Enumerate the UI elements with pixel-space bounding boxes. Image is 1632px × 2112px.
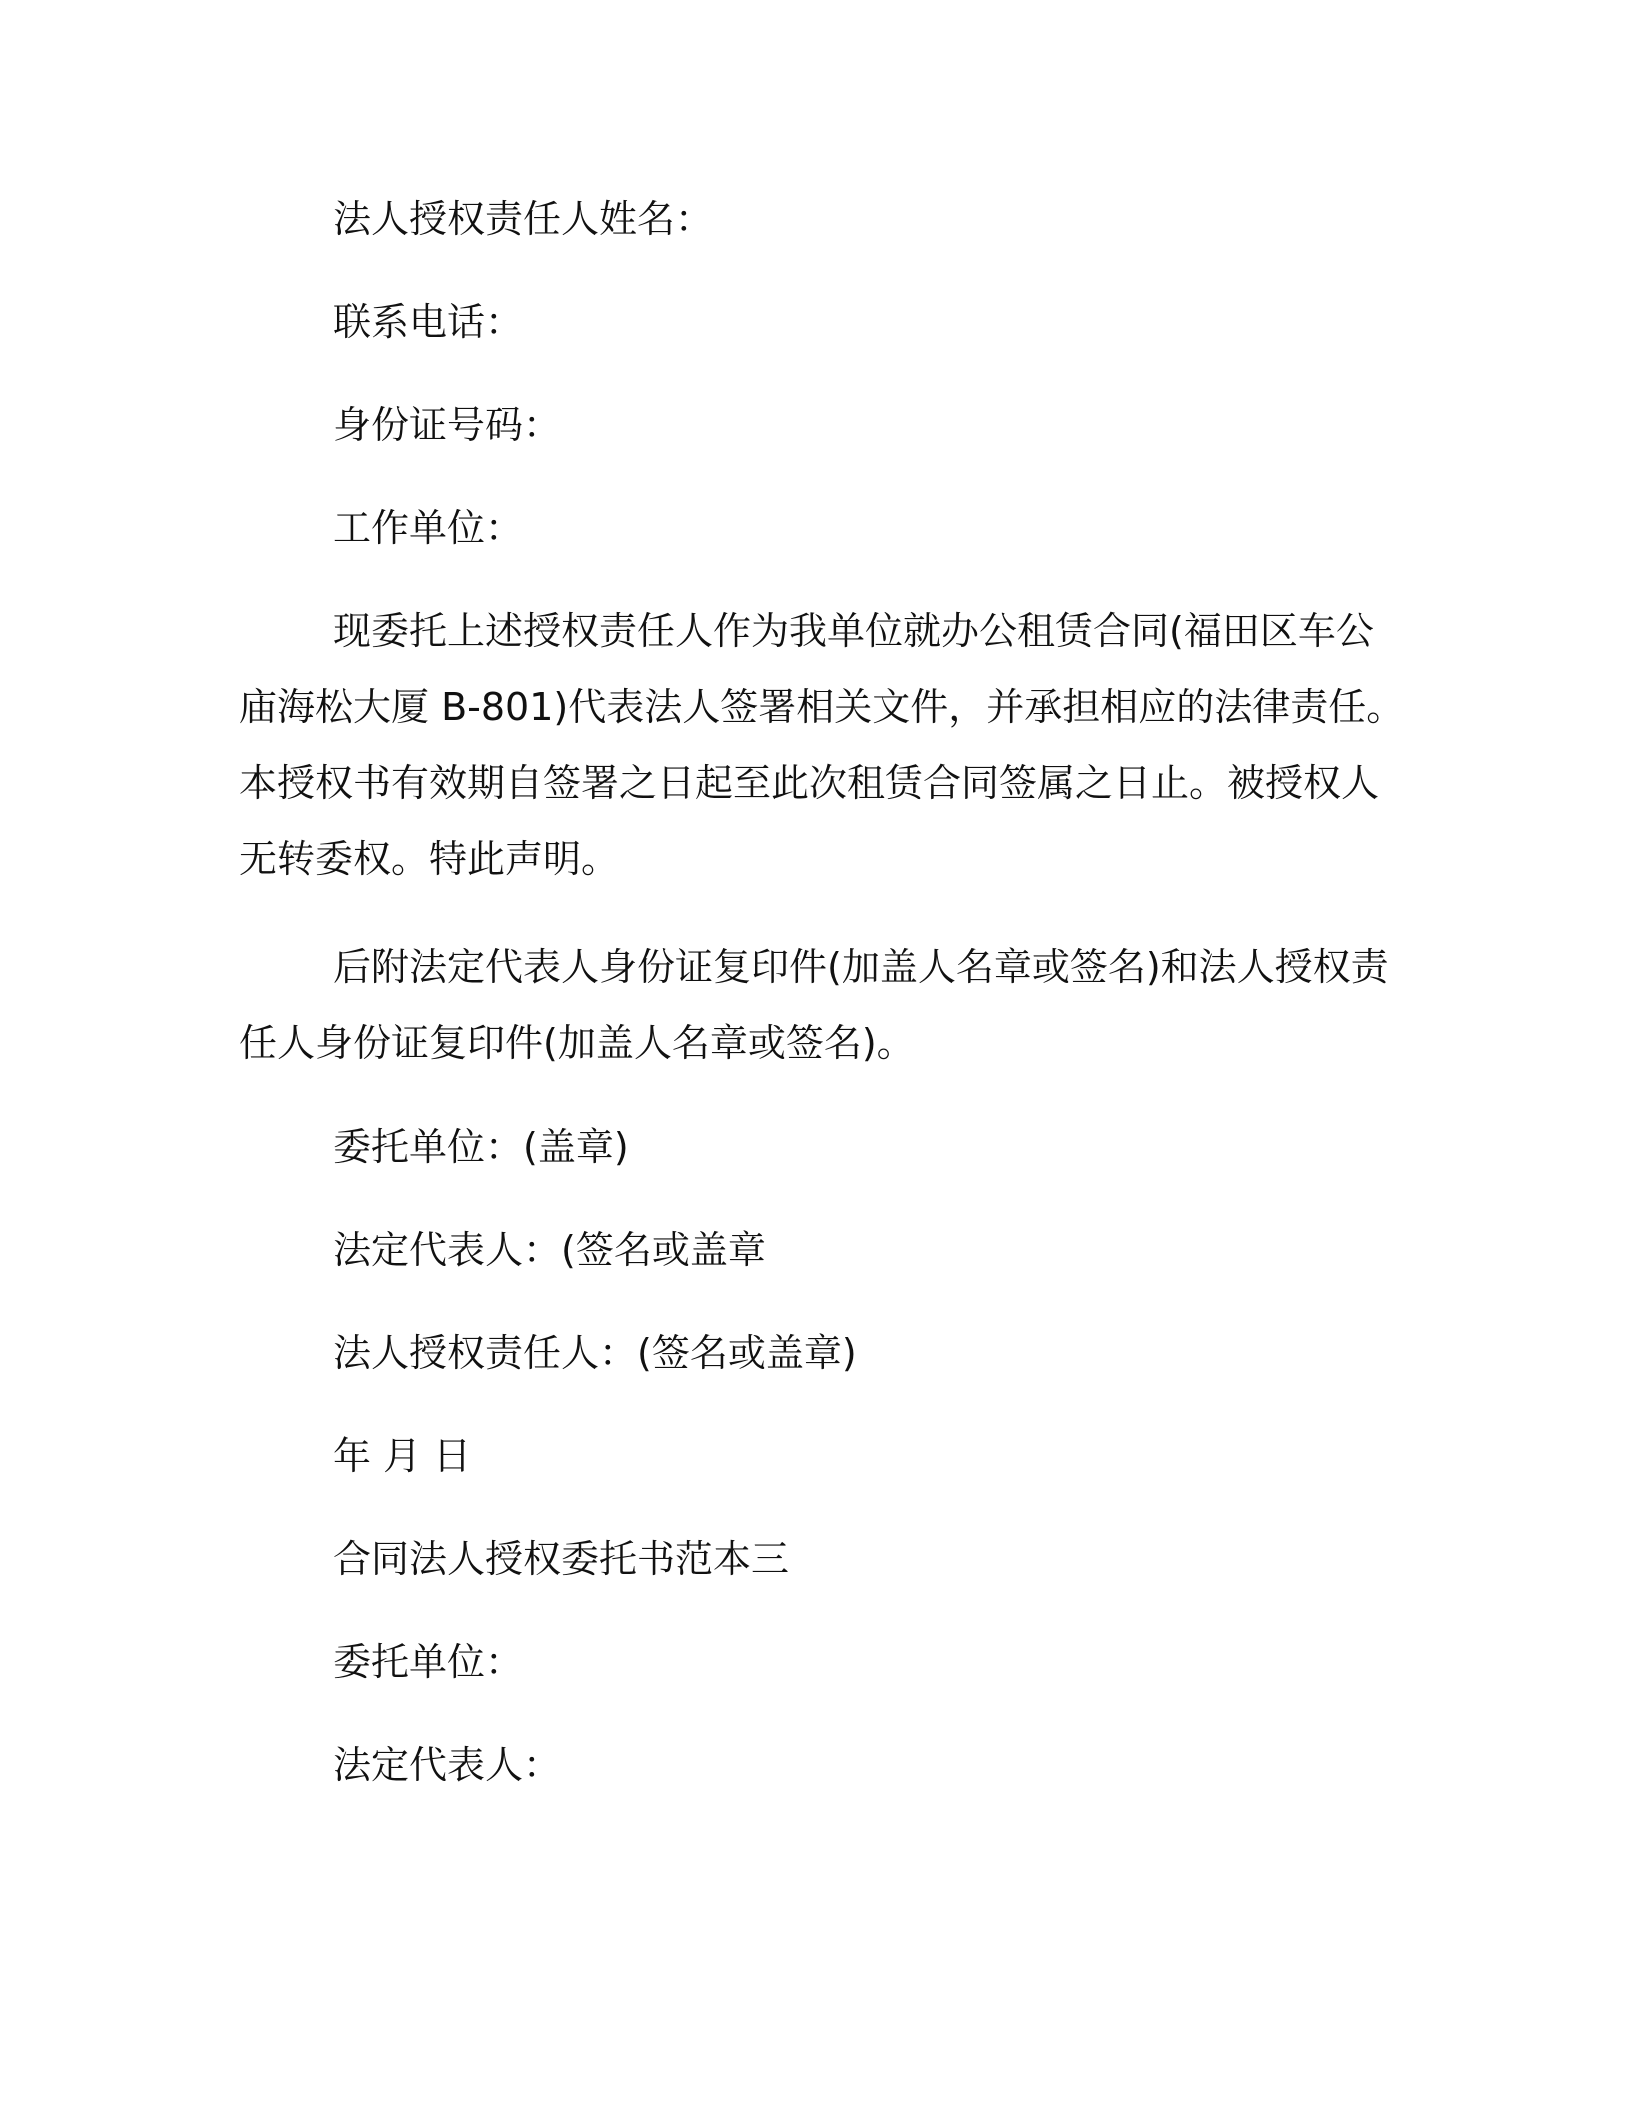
- paragraph-line: 无转委权。特此声明。: [239, 837, 620, 881]
- authorized-person-name-label: 法人授权责任人姓名：: [333, 197, 714, 241]
- attachment-paragraph: [239, 929, 1389, 1081]
- paragraph-line: 庙海松大厦 B-801)代表法人签署相关文件，并承担相应的法律责任。: [239, 685, 1405, 729]
- date-label: 年 月 日: [333, 1434, 472, 1478]
- phone-label: 联系电话：: [333, 300, 524, 344]
- paragraph-line: 后附法定代表人身份证复印件(加盖人名章或签名)和法人授权责: [333, 945, 1389, 989]
- id-number-label: 身份证号码：: [333, 403, 562, 447]
- section-title: 合同法人授权委托书范本三: [333, 1537, 790, 1581]
- paragraph-line: 本授权书有效期自签署之日起至此次租赁合同签属之日止。被授权人: [239, 761, 1380, 805]
- authorization-paragraph: [239, 593, 1405, 897]
- authorized-person-signature-label: 法人授权责任人：(签名或盖章): [333, 1331, 857, 1375]
- paragraph-line: 现委托上述授权责任人作为我单位就办公租赁合同(福田区车公: [333, 609, 1374, 653]
- section-legal-rep-label: 法定代表人：: [333, 1743, 562, 1787]
- legal-rep-signature-label: 法定代表人：(签名或盖章: [333, 1228, 766, 1272]
- section-entrusting-unit-label: 委托单位：: [333, 1640, 524, 1684]
- work-unit-label: 工作单位：: [333, 506, 524, 550]
- paragraph-line: 任人身份证复印件(加盖人名章或签名)。: [239, 1021, 915, 1065]
- entrusting-unit-seal-label: 委托单位：(盖章): [333, 1125, 629, 1169]
